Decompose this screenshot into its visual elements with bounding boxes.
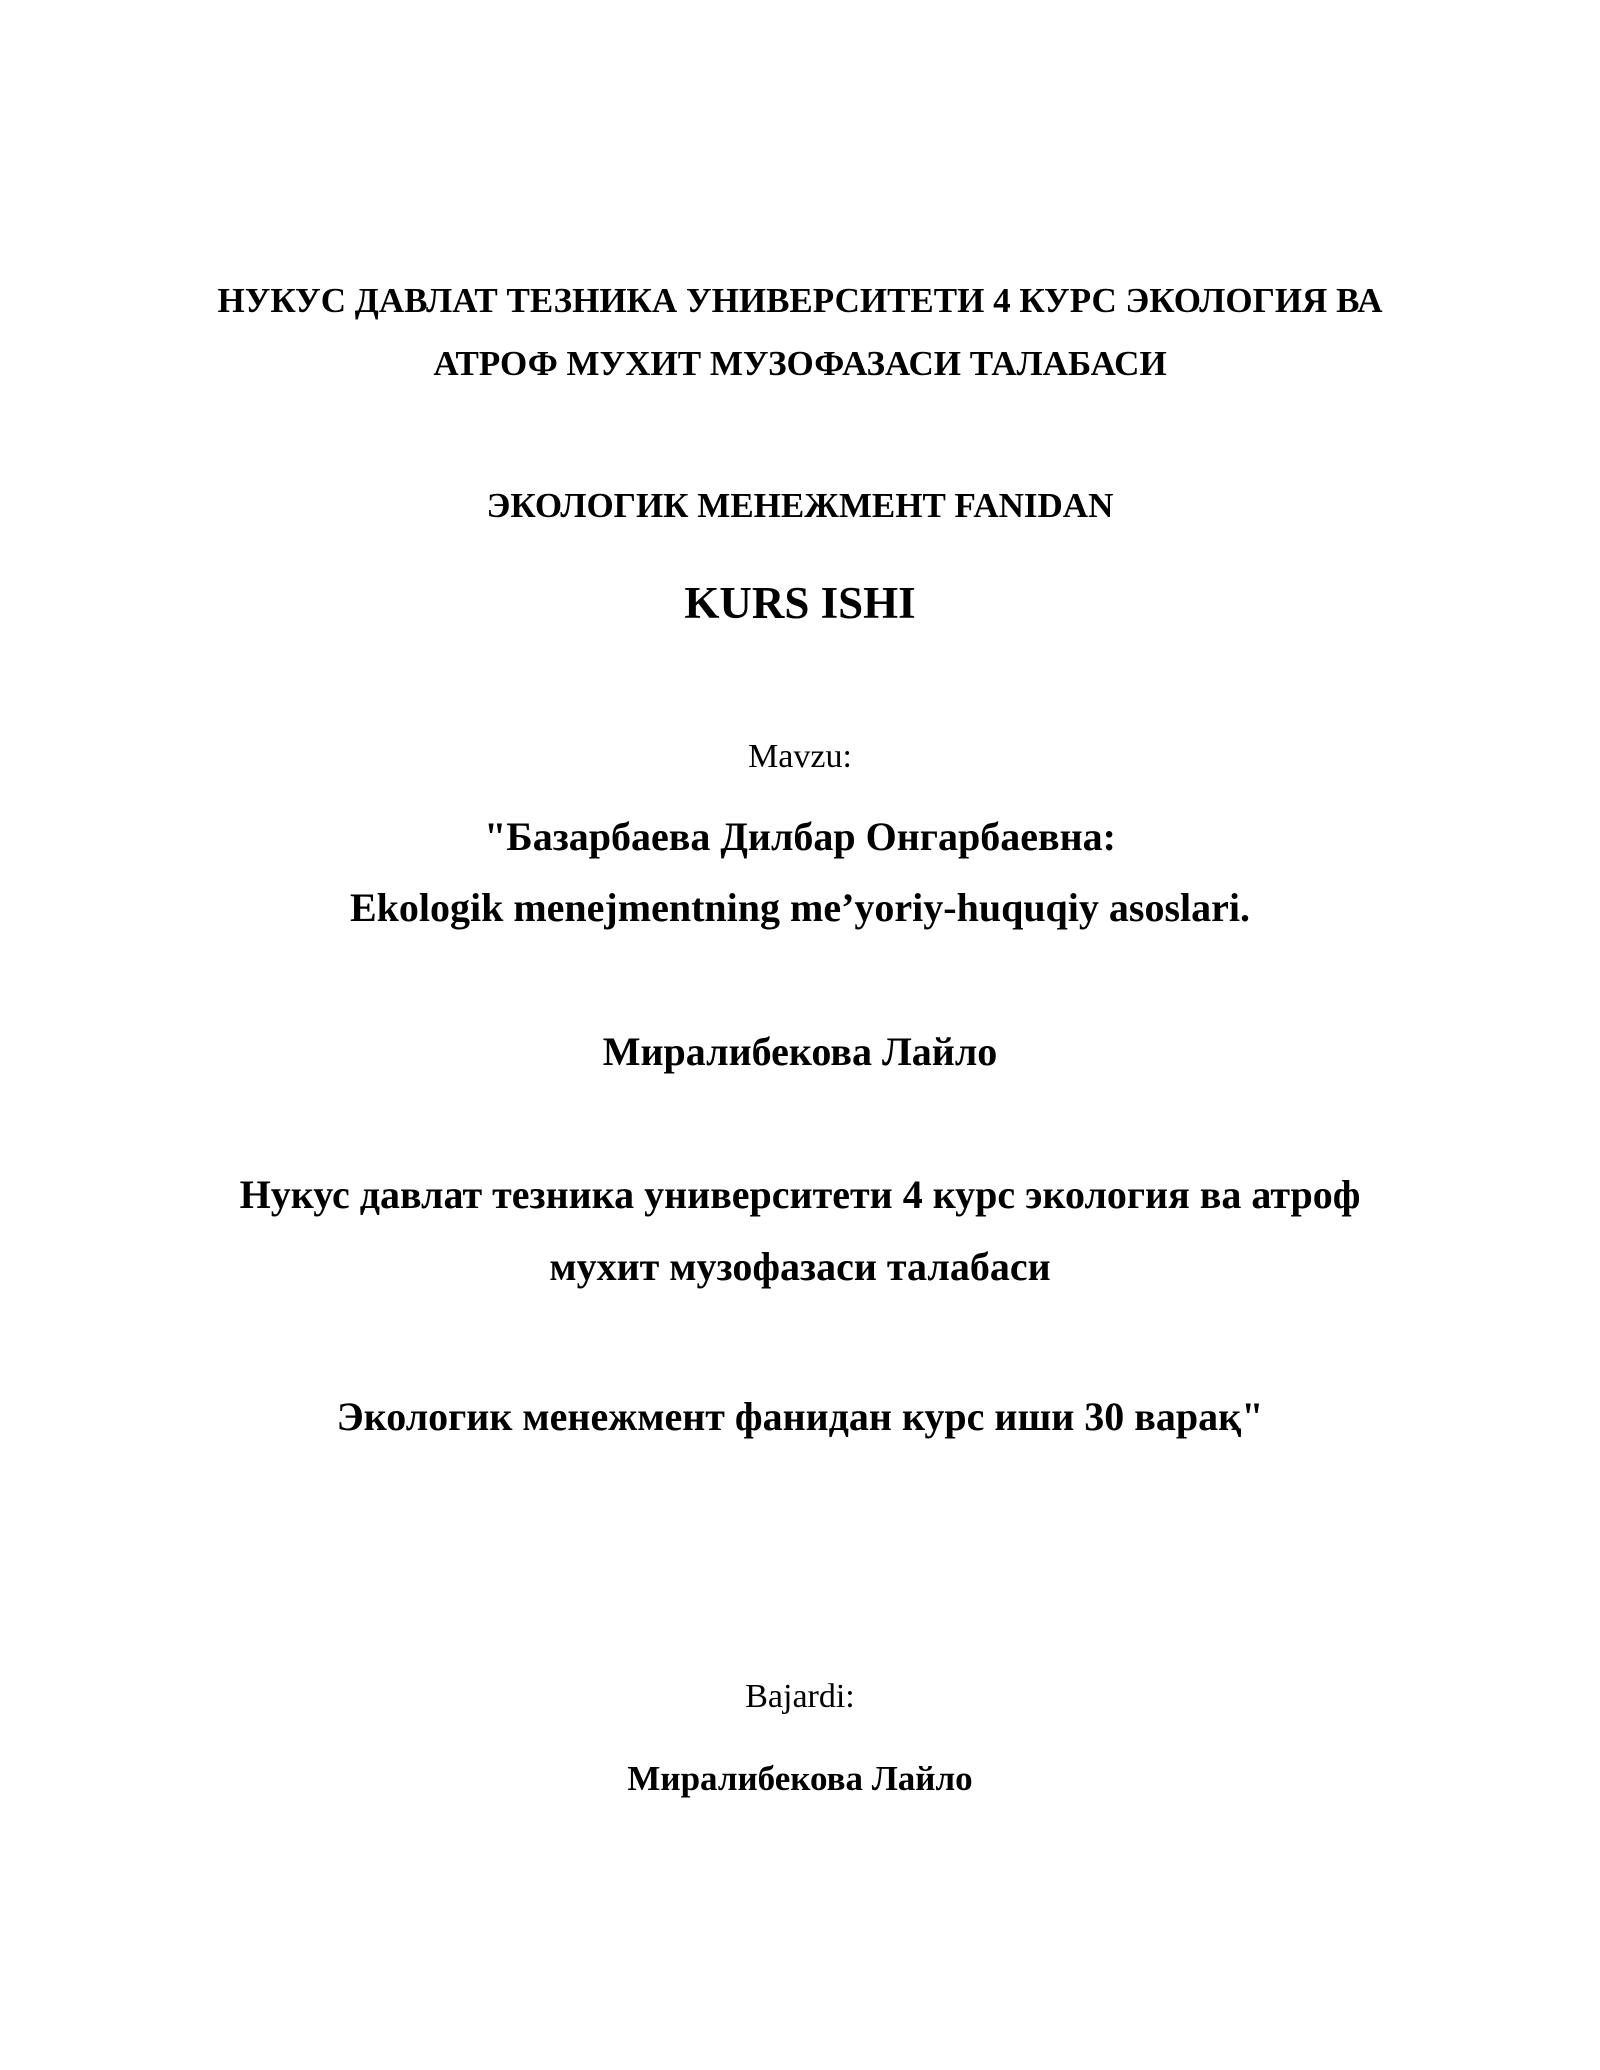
- subject-title: ЭКОЛОГИК МЕНЕЖМЕНТ FANIDAN: [486, 486, 1114, 525]
- university-header-line-1: НУКУС ДАВЛАТ ТЕЗНИКА УНИВЕРСИТЕТИ 4 КУРС ЭКОЛОГИЯ ВА: [217, 281, 1383, 320]
- university-header-line-2: АТРОФ МУХИТ МУЗОФАЗАСИ ТАЛАБАСИ: [433, 344, 1167, 383]
- work-type-title: KURS ISHI: [684, 578, 916, 628]
- description-line-1: Нукус давлат тезника университети 4 курс экология ва атроф: [239, 1172, 1361, 1217]
- topic-line-1: "Базарбаева Дилбар Онгарбаевна:: [484, 814, 1116, 859]
- topic-line-2: Ekologik menejmentning me’yoriy-huquqiy asoslari.: [349, 885, 1251, 930]
- performed-by-name: Миралибекова Лайло: [627, 1759, 973, 1798]
- topic-label: Mavzu:: [748, 738, 852, 775]
- author-name: Миралибекова Лайло: [602, 1029, 998, 1074]
- pages-count-line: Экологик менежмент фанидан курс иши 30 варақ": [336, 1394, 1264, 1439]
- description-line-2: мухит музофазаси талабаси: [549, 1244, 1051, 1289]
- performed-by-label: Bajardi:: [745, 1678, 855, 1715]
